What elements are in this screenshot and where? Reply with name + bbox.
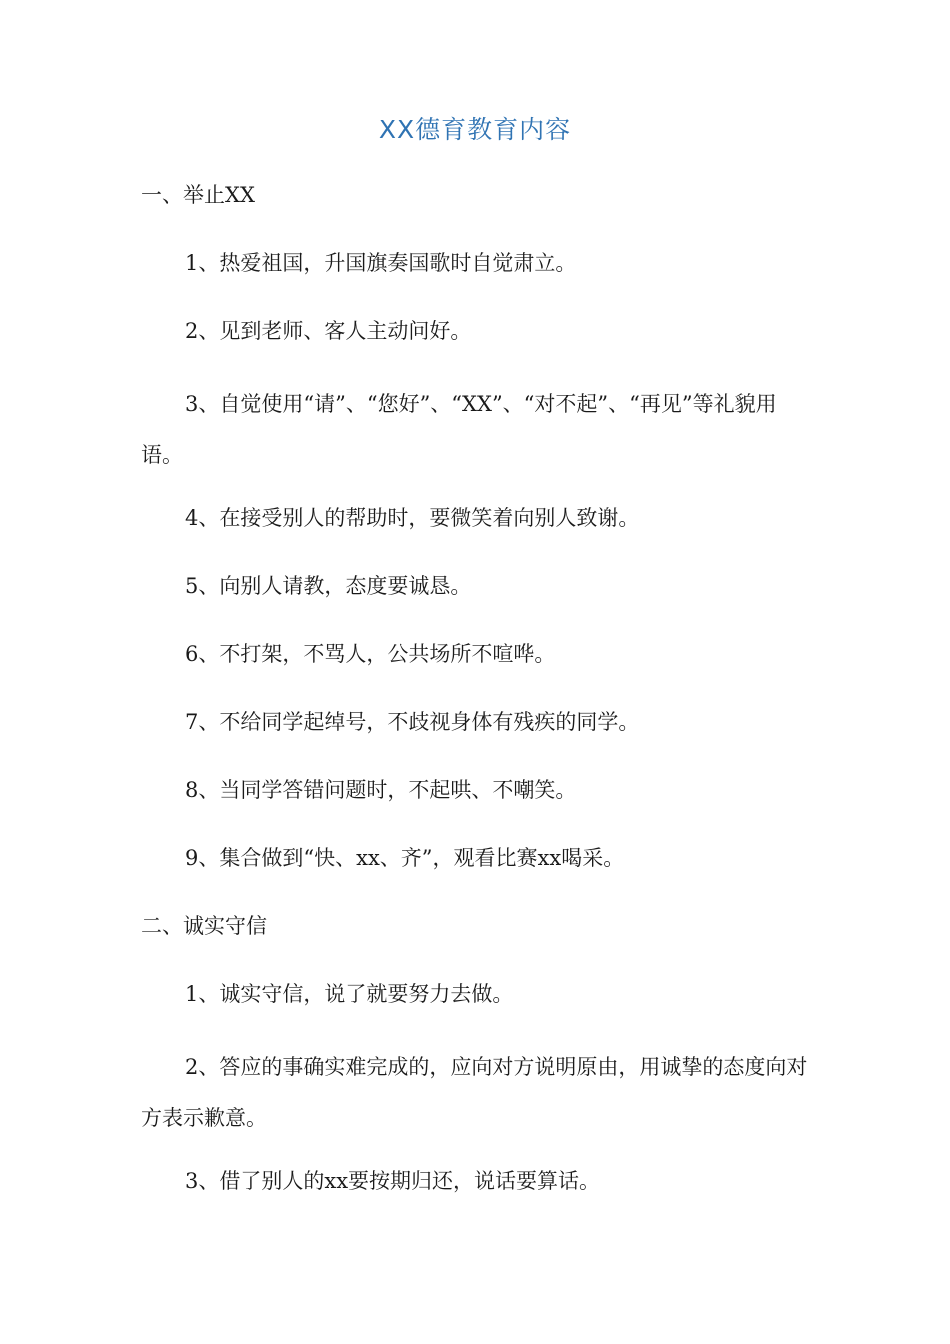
list-item: 4、在接受别人的帮助时，要微笑着向别人致谢。 (185, 506, 640, 530)
section-heading-honesty: 二、诚实守信 (141, 914, 267, 938)
list-item: 2、答应的事确实难完成的，应向对方说明原由，用诚挚的态度向对方表示歉意。 (141, 1055, 808, 1130)
list-item: 1、诚实守信，说了就要努力去做。 (185, 982, 514, 1006)
list-item: 1、热爱祖国，升国旗奏国歌时自觉肃立。 (185, 251, 577, 275)
list-item: 3、借了别人的xx要按期归还，说话要算话。 (185, 1169, 601, 1193)
list-item: 8、当同学答错问题时，不起哄、不嘲笑。 (185, 778, 577, 802)
section-heading-conduct: 一、举止XX (141, 183, 255, 207)
list-item: 7、不给同学起绰号，不歧视身体有残疾的同学。 (185, 710, 640, 734)
list-item: 5、向别人请教，态度要诚恳。 (185, 574, 472, 598)
list-item: 6、不打架，不骂人，公共场所不喧哗。 (185, 642, 556, 666)
document-body (141, 175, 811, 1229)
document-title: XX德育教育内容 (378, 115, 572, 144)
list-item: 3、自觉使用“请”、“您好”、“XX”、“对不起”、“再见”等礼貌用语。 (141, 392, 777, 467)
list-item: 9、集合做到“快、xx、齐”，观看比赛xx喝采。 (185, 846, 625, 870)
list-item: 2、见到老师、客人主动问好。 (185, 319, 472, 343)
